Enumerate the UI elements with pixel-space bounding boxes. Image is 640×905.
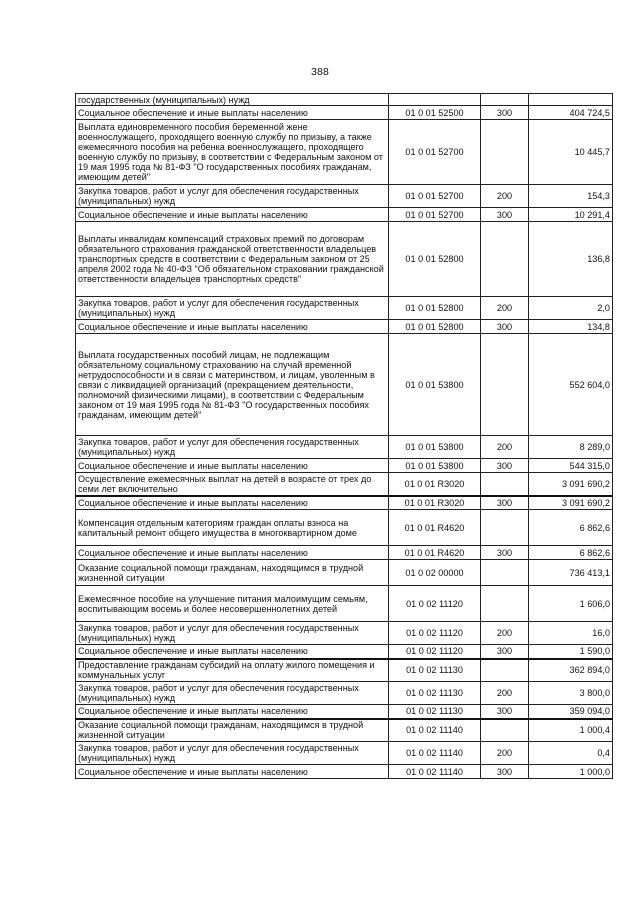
- row-target-code: 01 0 02 11120: [389, 645, 481, 659]
- row-amount: [529, 94, 613, 106]
- row-expense-type: [481, 510, 529, 546]
- row-target-code: 01 0 02 11120: [389, 622, 481, 645]
- row-name: Социальное обеспечение и иные выплаты населению: [76, 705, 389, 719]
- row-amount: 1 606,0: [529, 586, 613, 622]
- row-amount: 6 862,6: [529, 546, 613, 560]
- budget-table-body: [76, 94, 613, 779]
- row-amount: 10 445,7: [529, 120, 613, 185]
- row-name: Социальное обеспечение и иные выплаты населению: [76, 320, 389, 334]
- row-name: Выплаты инвалидам компенсаций страховых премий по договорам обязательного страхования гражданской ответственности владельцев транспортных средств в соответствии с Федеральным законом от 25 апреля 2002 года № 40-ФЗ "Об обязательном страховании гражданской ответственности владельцев транспортных средств": [76, 222, 389, 297]
- row-amount: 552 604,0: [529, 334, 613, 436]
- row-name: Закупка товаров, работ и услуг для обеспечения государственных (муниципальных) нужд: [76, 436, 389, 459]
- row-expense-type: [481, 560, 529, 586]
- row-name: Выплата государственных пособий лицам, не подлежащим обязательному социальному страхованию на случай временной нетрудоспособности и в связи с материнством, и лицам, уволенным в связи с ликвидацией организаций (прекращением деятельности, полномочий физическими лицами), в соответствии с Федеральным законом от 19 мая 1995 года № 81-ФЗ "О государственных пособиях гражданам, имеющим детей": [76, 334, 389, 436]
- row-name: Социальное обеспечение и иные выплаты населению: [76, 765, 389, 779]
- row-target-code: 01 0 01 R4620: [389, 510, 481, 546]
- row-expense-type: [481, 719, 529, 742]
- row-target-code: 01 0 01 R4620: [389, 546, 481, 560]
- row-expense-type: [481, 334, 529, 436]
- row-amount: 1 000,0: [529, 765, 613, 779]
- table-row: [76, 586, 613, 622]
- row-target-code: 01 0 01 53800: [389, 459, 481, 473]
- table-row: [76, 719, 613, 742]
- row-amount: 2,0: [529, 297, 613, 320]
- row-expense-type: 300: [481, 645, 529, 659]
- table-row: [76, 645, 613, 659]
- row-amount: 1 000,4: [529, 719, 613, 742]
- row-expense-type: 300: [481, 459, 529, 473]
- row-amount: 154,3: [529, 185, 613, 208]
- row-amount: 134,8: [529, 320, 613, 334]
- table-row: [76, 765, 613, 779]
- table-row: [76, 436, 613, 459]
- table-row: [76, 742, 613, 765]
- table-row: [76, 560, 613, 586]
- row-target-code: 01 0 01 53800: [389, 436, 481, 459]
- table-row: [76, 106, 613, 120]
- row-target-code: 01 0 02 11130: [389, 659, 481, 682]
- row-name: Социальное обеспечение и иные выплаты населению: [76, 496, 389, 510]
- table-row: [76, 297, 613, 320]
- row-target-code: [389, 94, 481, 106]
- row-amount: 1 590,0: [529, 645, 613, 659]
- row-target-code: 01 0 02 11140: [389, 742, 481, 765]
- row-amount: 10 291,4: [529, 208, 613, 222]
- table-row: [76, 546, 613, 560]
- row-expense-type: 200: [481, 185, 529, 208]
- row-target-code: 01 0 01 53800: [389, 334, 481, 436]
- row-expense-type: [481, 222, 529, 297]
- table-row: [76, 222, 613, 297]
- row-amount: 6 862,6: [529, 510, 613, 546]
- table-row: [76, 185, 613, 208]
- row-expense-type: 200: [481, 682, 529, 705]
- row-expense-type: 300: [481, 546, 529, 560]
- table-row: [76, 682, 613, 705]
- row-name: Осуществление ежемесячных выплат на детей в возрасте от трех до семи лет включительно: [76, 473, 389, 496]
- row-name: Социальное обеспечение и иные выплаты населению: [76, 208, 389, 222]
- row-name: Закупка товаров, работ и услуг для обеспечения государственных (муниципальных) нужд: [76, 742, 389, 765]
- table-row: [76, 334, 613, 436]
- row-amount: 544 315,0: [529, 459, 613, 473]
- row-target-code: 01 0 01 52700: [389, 120, 481, 185]
- row-target-code: 01 0 01 R3020: [389, 473, 481, 496]
- page-number: 388: [310, 66, 330, 78]
- table-row: [76, 622, 613, 645]
- row-amount: 136,8: [529, 222, 613, 297]
- row-name: Выплата единовременного пособия беременной жене военнослужащего, проходящего военную службу по призыву, а также ежемесячного пособия на ребенка военнослужащего, проходящего военную службу по призыву, в соответствии с Федеральным законом от 19 мая 1995 года № 81-ФЗ "О государственных пособиях гражданам, имеющим детей": [76, 120, 389, 185]
- row-expense-type: 300: [481, 320, 529, 334]
- row-target-code: 01 0 02 11130: [389, 705, 481, 719]
- row-amount: 736 413,1: [529, 560, 613, 586]
- budget-table: [75, 93, 613, 779]
- row-name: Закупка товаров, работ и услуг для обеспечения государственных (муниципальных) нужд: [76, 682, 389, 705]
- table-row: [76, 94, 613, 106]
- row-expense-type: 300: [481, 765, 529, 779]
- row-name: Социальное обеспечение и иные выплаты населению: [76, 106, 389, 120]
- table-row: [76, 473, 613, 496]
- row-target-code: 01 0 01 R3020: [389, 496, 481, 510]
- row-target-code: 01 0 02 11120: [389, 586, 481, 622]
- row-expense-type: [481, 94, 529, 106]
- row-name: Социальное обеспечение и иные выплаты населению: [76, 459, 389, 473]
- row-target-code: 01 0 01 52700: [389, 185, 481, 208]
- row-name: Закупка товаров, работ и услуг для обеспечения государственных (муниципальных) нужд: [76, 297, 389, 320]
- row-name: Оказание социальной помощи гражданам, находящимся в трудной жизненной ситуации: [76, 560, 389, 586]
- row-name: Оказание социальной помощи гражданам, находящимся в трудной жизненной ситуации: [76, 719, 389, 742]
- table-row: [76, 496, 613, 510]
- row-expense-type: [481, 586, 529, 622]
- row-amount: 362 894,0: [529, 659, 613, 682]
- row-expense-type: [481, 120, 529, 185]
- row-expense-type: 200: [481, 742, 529, 765]
- row-name: Социальное обеспечение и иные выплаты населению: [76, 645, 389, 659]
- row-name: Закупка товаров, работ и услуг для обеспечения государственных (муниципальных) нужд: [76, 185, 389, 208]
- row-amount: 3 800,0: [529, 682, 613, 705]
- row-expense-type: 300: [481, 208, 529, 222]
- row-target-code: 01 0 01 52800: [389, 297, 481, 320]
- table-row: [76, 208, 613, 222]
- table-row: [76, 659, 613, 682]
- table-row: [76, 320, 613, 334]
- row-expense-type: 300: [481, 496, 529, 510]
- row-name: Предоставление гражданам субсидий на оплату жилого помещения и коммунальных услуг: [76, 659, 389, 682]
- row-amount: 3 091 690,2: [529, 496, 613, 510]
- row-expense-type: 200: [481, 436, 529, 459]
- row-target-code: 01 0 01 52500: [389, 106, 481, 120]
- row-name: государственных (муниципальных) нужд: [76, 94, 389, 106]
- row-expense-type: 300: [481, 705, 529, 719]
- row-expense-type: 200: [481, 297, 529, 320]
- row-target-code: 01 0 02 00000: [389, 560, 481, 586]
- row-expense-type: [481, 473, 529, 496]
- row-expense-type: 200: [481, 622, 529, 645]
- table-row: [76, 510, 613, 546]
- row-expense-type: 300: [481, 106, 529, 120]
- row-amount: 8 289,0: [529, 436, 613, 459]
- row-target-code: 01 0 02 11140: [389, 765, 481, 779]
- row-target-code: 01 0 01 52800: [389, 222, 481, 297]
- row-target-code: 01 0 02 11130: [389, 682, 481, 705]
- row-amount: 0,4: [529, 742, 613, 765]
- row-amount: 359 094,0: [529, 705, 613, 719]
- table-row: [76, 120, 613, 185]
- row-target-code: 01 0 01 52800: [389, 320, 481, 334]
- row-amount: 16,0: [529, 622, 613, 645]
- row-name: Социальное обеспечение и иные выплаты населению: [76, 546, 389, 560]
- row-name: Ежемесячное пособие на улучшение питания малоимущим семьям, воспитывающим восемь и более несовершеннолетних детей: [76, 586, 389, 622]
- row-target-code: 01 0 02 11140: [389, 719, 481, 742]
- row-expense-type: [481, 659, 529, 682]
- row-name: Компенсация отдельным категориям граждан оплаты взноса на капитальный ремонт общего имущества в многоквартирном доме: [76, 510, 389, 546]
- row-name: Закупка товаров, работ и услуг для обеспечения государственных (муниципальных) нужд: [76, 622, 389, 645]
- row-amount: 3 091 690,2: [529, 473, 613, 496]
- table-row: [76, 459, 613, 473]
- row-target-code: 01 0 01 52700: [389, 208, 481, 222]
- table-row: [76, 705, 613, 719]
- row-amount: 404 724,5: [529, 106, 613, 120]
